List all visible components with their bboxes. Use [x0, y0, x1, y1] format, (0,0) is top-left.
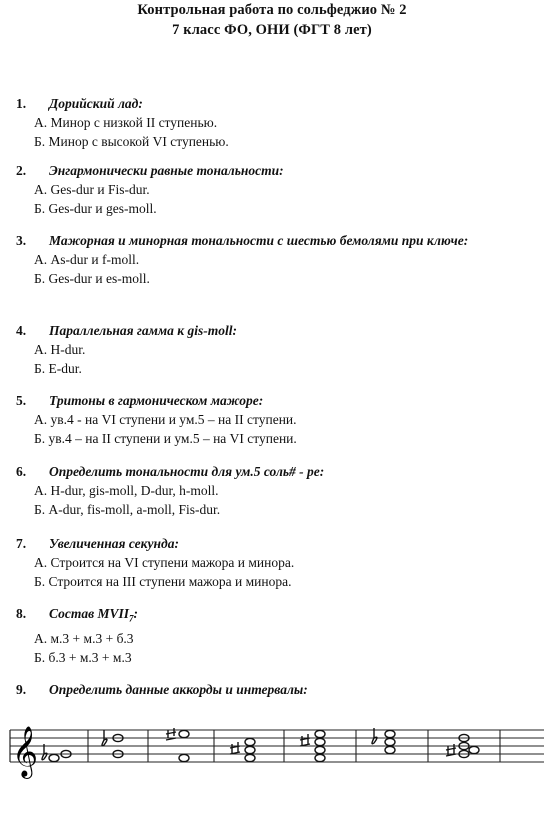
- sharp-sign-icon: [300, 734, 310, 746]
- question-7: [16, 534, 540, 591]
- whole-note: [385, 746, 395, 753]
- option-text: H-dur.: [50, 342, 86, 357]
- option-letter: Б.: [34, 431, 46, 446]
- option-text: б.3 + м.3 + м.3: [48, 649, 132, 665]
- option-letter: Б.: [34, 649, 46, 665]
- whole-note: [179, 754, 189, 761]
- option-text: Строится на III ступени мажора и минора.: [48, 574, 292, 589]
- question-text: Энгармонически равные тональности:: [49, 163, 284, 178]
- question-number: 6.: [16, 464, 27, 479]
- option-letter: А.: [34, 342, 48, 357]
- answer-option-a[interactable]: [34, 340, 540, 359]
- worksheet-title: Контрольная работа по сольфеджио № 2: [137, 2, 407, 18]
- measure-3: [166, 728, 189, 762]
- whole-note: [315, 754, 325, 761]
- music-staff: [0, 696, 544, 812]
- question-text: Увеличенная секунда:: [49, 536, 179, 551]
- question-6: [16, 462, 540, 519]
- option-letter: А.: [34, 630, 48, 646]
- answer-option-b[interactable]: [34, 648, 540, 667]
- whole-note: [245, 754, 255, 761]
- answer-option-a[interactable]: [34, 180, 540, 199]
- option-letter: Б.: [34, 271, 46, 286]
- measure-1: [42, 744, 71, 762]
- question-text: Состав MVII: [49, 606, 130, 621]
- question-number: 3.: [16, 233, 27, 248]
- question-number: 8.: [16, 606, 27, 621]
- answer-option-b[interactable]: [34, 199, 540, 218]
- music-staff-area: [0, 696, 544, 812]
- question-8: [16, 604, 540, 667]
- answer-option-a[interactable]: [34, 481, 540, 500]
- option-text: Минор с низкой II ступенью.: [50, 115, 218, 130]
- question-5: [16, 391, 540, 448]
- question-text: Мажорная и минорная тональности с шестью бемолями при ключе:: [49, 233, 469, 248]
- question-1: [16, 94, 540, 151]
- sharp-sign-icon: [230, 742, 240, 754]
- whole-note: [385, 730, 395, 737]
- question-number: 9.: [16, 682, 27, 697]
- option-letter: Б.: [34, 361, 46, 376]
- measure-2: [102, 730, 123, 758]
- answer-option-b[interactable]: [34, 572, 540, 591]
- whole-note: [245, 738, 255, 745]
- measure-4: [230, 738, 255, 761]
- question-number: 4.: [16, 323, 27, 338]
- question-text: Определить данные аккорды и интервалы:: [49, 682, 308, 697]
- answer-option-b[interactable]: [34, 429, 540, 448]
- option-letter: Б.: [34, 502, 46, 517]
- whole-note: [179, 730, 189, 737]
- question-text-suffix: :: [133, 606, 139, 621]
- worksheet-subtitle: 7 класс ФО, ОНИ (ФГТ 8 лет): [172, 22, 372, 38]
- whole-note: [469, 746, 479, 753]
- option-text: Строится на VI ступени мажора и минора.: [50, 555, 295, 570]
- whole-note: [245, 746, 255, 753]
- option-letter: Б.: [34, 574, 46, 589]
- treble-clef-icon: 𝄞: [12, 726, 39, 777]
- answer-option-a[interactable]: [34, 410, 540, 429]
- option-letter: А.: [34, 483, 48, 498]
- answer-option-a[interactable]: [34, 250, 540, 269]
- whole-note: [49, 754, 59, 761]
- option-text: ув.4 - на VI ступени и ум.5 – на II ступени.: [50, 412, 297, 427]
- option-text: Ges-dur и Fis-dur.: [50, 182, 150, 197]
- answer-option-b[interactable]: [34, 359, 540, 378]
- option-letter: А.: [34, 182, 48, 197]
- question-text: Тритоны в гармоническом мажоре:: [49, 393, 264, 408]
- question-text: Дорийский лад:: [49, 96, 143, 111]
- option-letter: Б.: [34, 201, 46, 216]
- question-3: [16, 231, 540, 288]
- answer-option-a[interactable]: [34, 113, 540, 132]
- answer-option-a[interactable]: [34, 629, 540, 648]
- option-text: H-dur, gis-moll, D-dur, h-moll.: [50, 483, 219, 498]
- question-2: [16, 161, 540, 218]
- option-letter: А.: [34, 252, 48, 267]
- option-letter: Б.: [34, 134, 46, 149]
- option-text: м.3 + м.3 + б.3: [50, 630, 134, 646]
- question-text: Определить тональности для ум.5 соль# - ре:: [49, 464, 325, 479]
- whole-note: [315, 730, 325, 737]
- question-number: 7.: [16, 536, 27, 551]
- option-text: Ges-dur и ges-moll.: [48, 201, 157, 216]
- option-text: E-dur.: [48, 361, 82, 376]
- answer-option-b[interactable]: [34, 269, 540, 288]
- option-text: Ges-dur и es-moll.: [48, 271, 150, 286]
- question-number: 2.: [16, 163, 27, 178]
- whole-note: [315, 746, 325, 753]
- measure-6: [372, 728, 395, 754]
- option-text: ув.4 – на II ступени и ум.5 – на VI ступени.: [48, 431, 297, 446]
- whole-note: [385, 738, 395, 745]
- option-text: Минор с высокой VI ступенью.: [48, 134, 229, 149]
- option-letter: А.: [34, 115, 48, 130]
- answer-option-b[interactable]: [34, 500, 540, 519]
- whole-note: [315, 738, 325, 745]
- question-4: [16, 321, 540, 378]
- question-subscript: 7: [129, 613, 134, 624]
- answer-option-a[interactable]: [34, 553, 540, 572]
- question-number: 5.: [16, 393, 27, 408]
- option-letter: А.: [34, 555, 48, 570]
- option-text: As-dur и f-moll.: [50, 252, 140, 267]
- option-letter: А.: [34, 412, 48, 427]
- answer-option-b[interactable]: [34, 132, 540, 151]
- question-text: Параллельная гамма к gis-moll:: [49, 323, 238, 338]
- question-number: 1.: [16, 96, 27, 111]
- option-text: A-dur, fis-moll, a-moll, Fis-dur.: [48, 502, 221, 517]
